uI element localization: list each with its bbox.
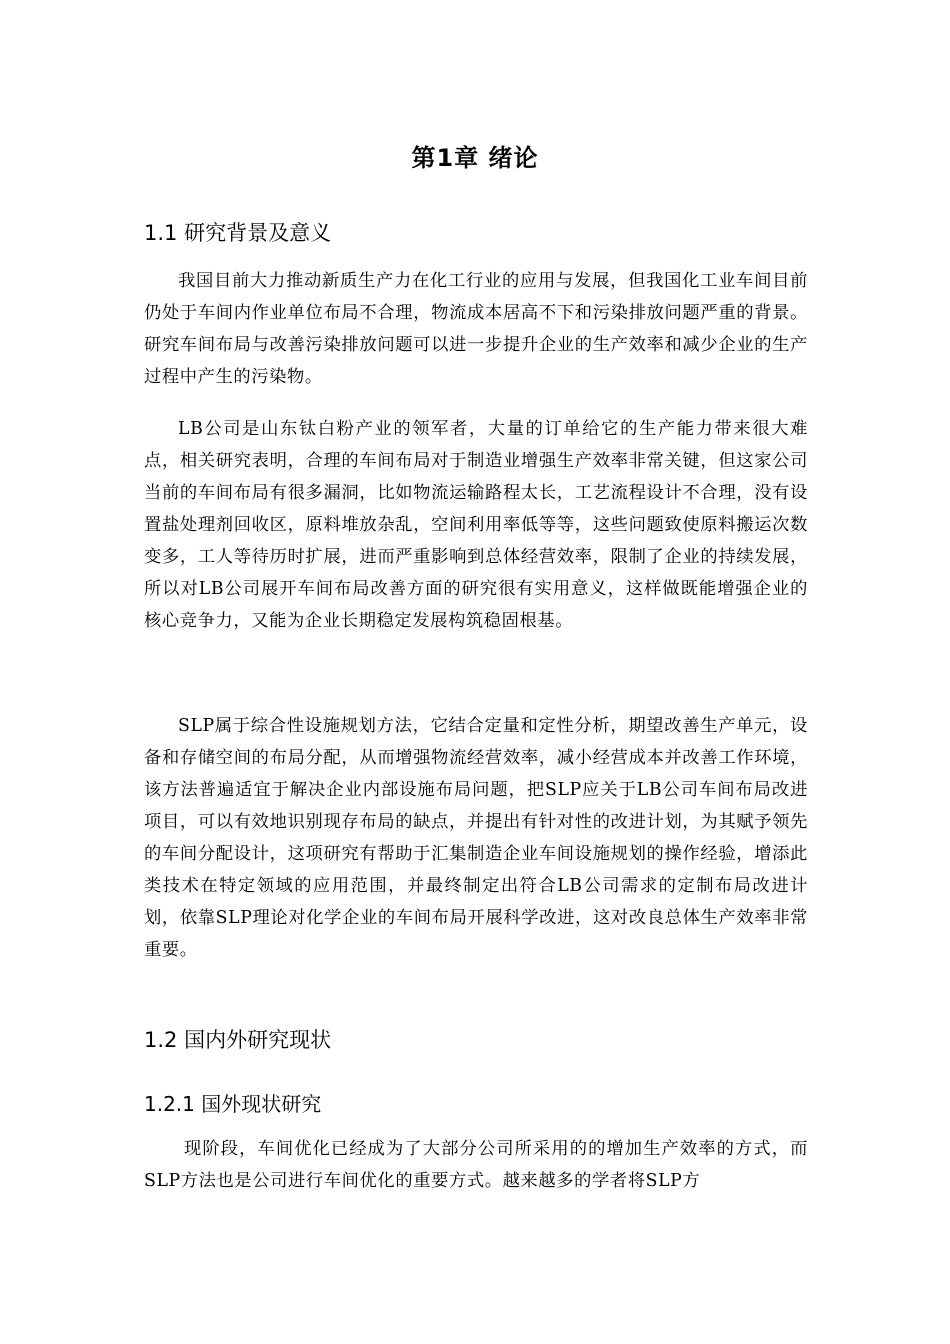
paragraph-background-2: LB公司是山东钛白粉产业的领军者，大量的订单给它的生产能力带来很大难点，相关研究表明，合理的车间布局对于制造业增强生产效率非常关键，但这家公司当前的车间布局有很多漏洞，比如物流运输路程太长，工艺流程设计不合理，没有设置盐处理剂回收区，原料堆放杂乱，空间利用率低等等，这些问题致使原料搬运次数变多，工人等待历时扩展，进而严重影响到总体经营效率，限制了企业的持续发展，所以对LB公司展开车间布局改善方面的研究很有实用意义，这样做既能增强企业的核心竞争力，又能为企业长期稳定发展构筑稳固根基。 [144,419,808,631]
paragraph-background-3: SLP属于综合性设施规划方法，它结合定量和定性分析，期望改善生产单元，设备和存储空间的布局分配，从而增强物流经营效率，减小经营成本并改善工作环境，该方法普遍适宜于解决企业内部设施布局问题，把SLP应关于LB公司车间布局改进项目，可以有效地识别现存布局的缺点，并提出有针对性的改进计划，为其赋予领先的车间分配设计，这项研究有帮助于汇集制造企业车间设施规划的操作经验，增添此类技术在特定领域的应用范围，并最终制定出符合LB公司需求的定制布局改进计划，依靠SLP理论对化学企业的车间布局开展科学改进，这对改良总体生产效率非常重要。 [144,716,808,960]
section-heading-1-1: 1.1 研究背景及意义 [144,221,332,245]
section-heading-1-2: 1.2 国内外研究现状 [144,1028,332,1052]
subsection-heading-1-2-1: 1.2.1 国外现状研究 [144,1092,322,1116]
paragraph-foreign-research-1: 现阶段，车间优化已经成为了大部分公司所采用的的增加生产效率的方式，而SLP方法也是公司进行车间优化的重要方式。越来越多的学者将SLP方 [144,1139,808,1191]
paragraph-background-1: 我国目前大力推动新质生产力在化工行业的应用与发展，但我国化工业车间目前仍处于车间内作业单位布局不合理，物流成本居高不下和污染排放问题严重的背景。研究车间布局与改善污染排放问题可以进一步提升企业的生产效率和减少企业的生产过程中产生的污染物。 [144,271,808,387]
chapter-title: 第1章 绪论 [411,144,539,172]
